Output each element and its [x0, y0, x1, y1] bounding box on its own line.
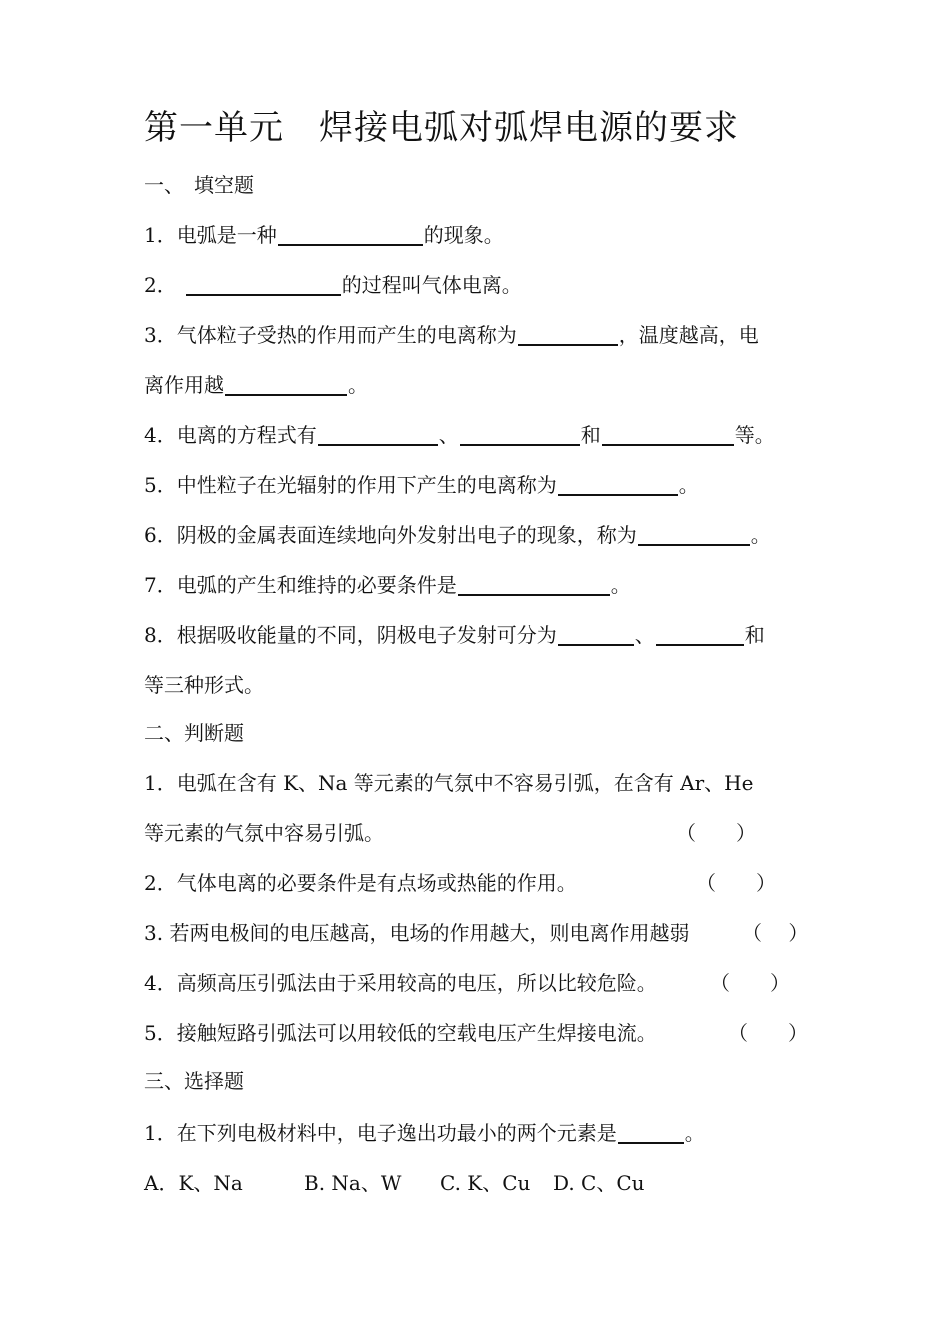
judge-question-5: 5．接触短路引弧法可以用较低的空载电压产生焊接电流。: [144, 1021, 657, 1045]
choice-option-c[interactable]: C. K、Cu: [440, 1171, 531, 1195]
answer-blank[interactable]: [460, 422, 580, 446]
answer-parentheses[interactable]: （ ）: [696, 871, 776, 895]
fill-question-1: 1．电弧是一种 的现象。: [144, 223, 504, 247]
answer-blank[interactable]: [638, 522, 750, 546]
judge-question-1: 1．电弧在含有 K、Na 等元素的气氛中不容易引弧，在含有 Ar、He: [144, 771, 754, 795]
judge-question-3: 3. 若两电极间的电压越高，电场的作用越大，则电离作用越弱: [144, 921, 690, 945]
answer-blank[interactable]: [602, 422, 734, 446]
answer-parentheses[interactable]: （ ）: [710, 971, 790, 995]
answer-blank[interactable]: [618, 1120, 684, 1144]
answer-blank[interactable]: [186, 272, 341, 296]
choice-option-a[interactable]: A．K、Na: [144, 1171, 243, 1195]
fill-question-4: 4．电离的方程式有 、 和 等。: [144, 423, 775, 447]
fill-question-8: 8．根据吸收能量的不同，阴极电子发射可分为 、 和: [144, 623, 765, 647]
fill-question-3: 3．气体粒子受热的作用而产生的电离称为 ，温度越高，电: [144, 323, 759, 347]
answer-parentheses[interactable]: （ ）: [742, 921, 809, 945]
fill-question-5: 5．中性粒子在光辐射的作用下产生的电离称为 。: [144, 473, 699, 497]
section-heading-fill: 一、 填空题: [144, 173, 254, 197]
answer-blank[interactable]: [318, 422, 438, 446]
choice-question-1: 1．在下列电极材料中，电子逸出功最小的两个元素是 。: [144, 1121, 705, 1145]
section-heading-judge: 二、判断题: [144, 721, 244, 745]
section-heading-choice: 三、选择题: [144, 1069, 244, 1093]
answer-blank[interactable]: [278, 222, 423, 246]
answer-blank[interactable]: [458, 572, 610, 596]
fill-question-8-cont: 等三种形式。: [144, 673, 264, 697]
fill-question-6: 6．阴极的金属表面连续地向外发射出电子的现象，称为 。: [144, 523, 771, 547]
choice-option-b[interactable]: B. Na、W: [304, 1171, 402, 1195]
judge-question-2: 2．气体电离的必要条件是有点场或热能的作用。: [144, 871, 577, 895]
page-title: 第一单元 焊接电弧对弧焊电源的要求: [144, 108, 739, 148]
answer-blank[interactable]: [518, 322, 618, 346]
fill-question-3-cont: 离作用越 。: [144, 373, 368, 397]
answer-blank[interactable]: [225, 372, 347, 396]
choice-option-d[interactable]: D. C、Cu: [553, 1171, 645, 1195]
judge-question-1-cont: 等元素的气氛中容易引弧。: [144, 821, 384, 845]
answer-parentheses[interactable]: （ ）: [728, 1021, 808, 1045]
answer-blank[interactable]: [656, 622, 744, 646]
answer-parentheses[interactable]: （ ）: [676, 821, 756, 845]
fill-question-7: 7．电弧的产生和维持的必要条件是 。: [144, 573, 631, 597]
judge-question-4: 4．高频高压引弧法由于采用较高的电压，所以比较危险。: [144, 971, 657, 995]
answer-blank[interactable]: [558, 622, 634, 646]
answer-blank[interactable]: [558, 472, 678, 496]
fill-question-2: 2． 的过程叫气体电离。: [144, 273, 522, 297]
